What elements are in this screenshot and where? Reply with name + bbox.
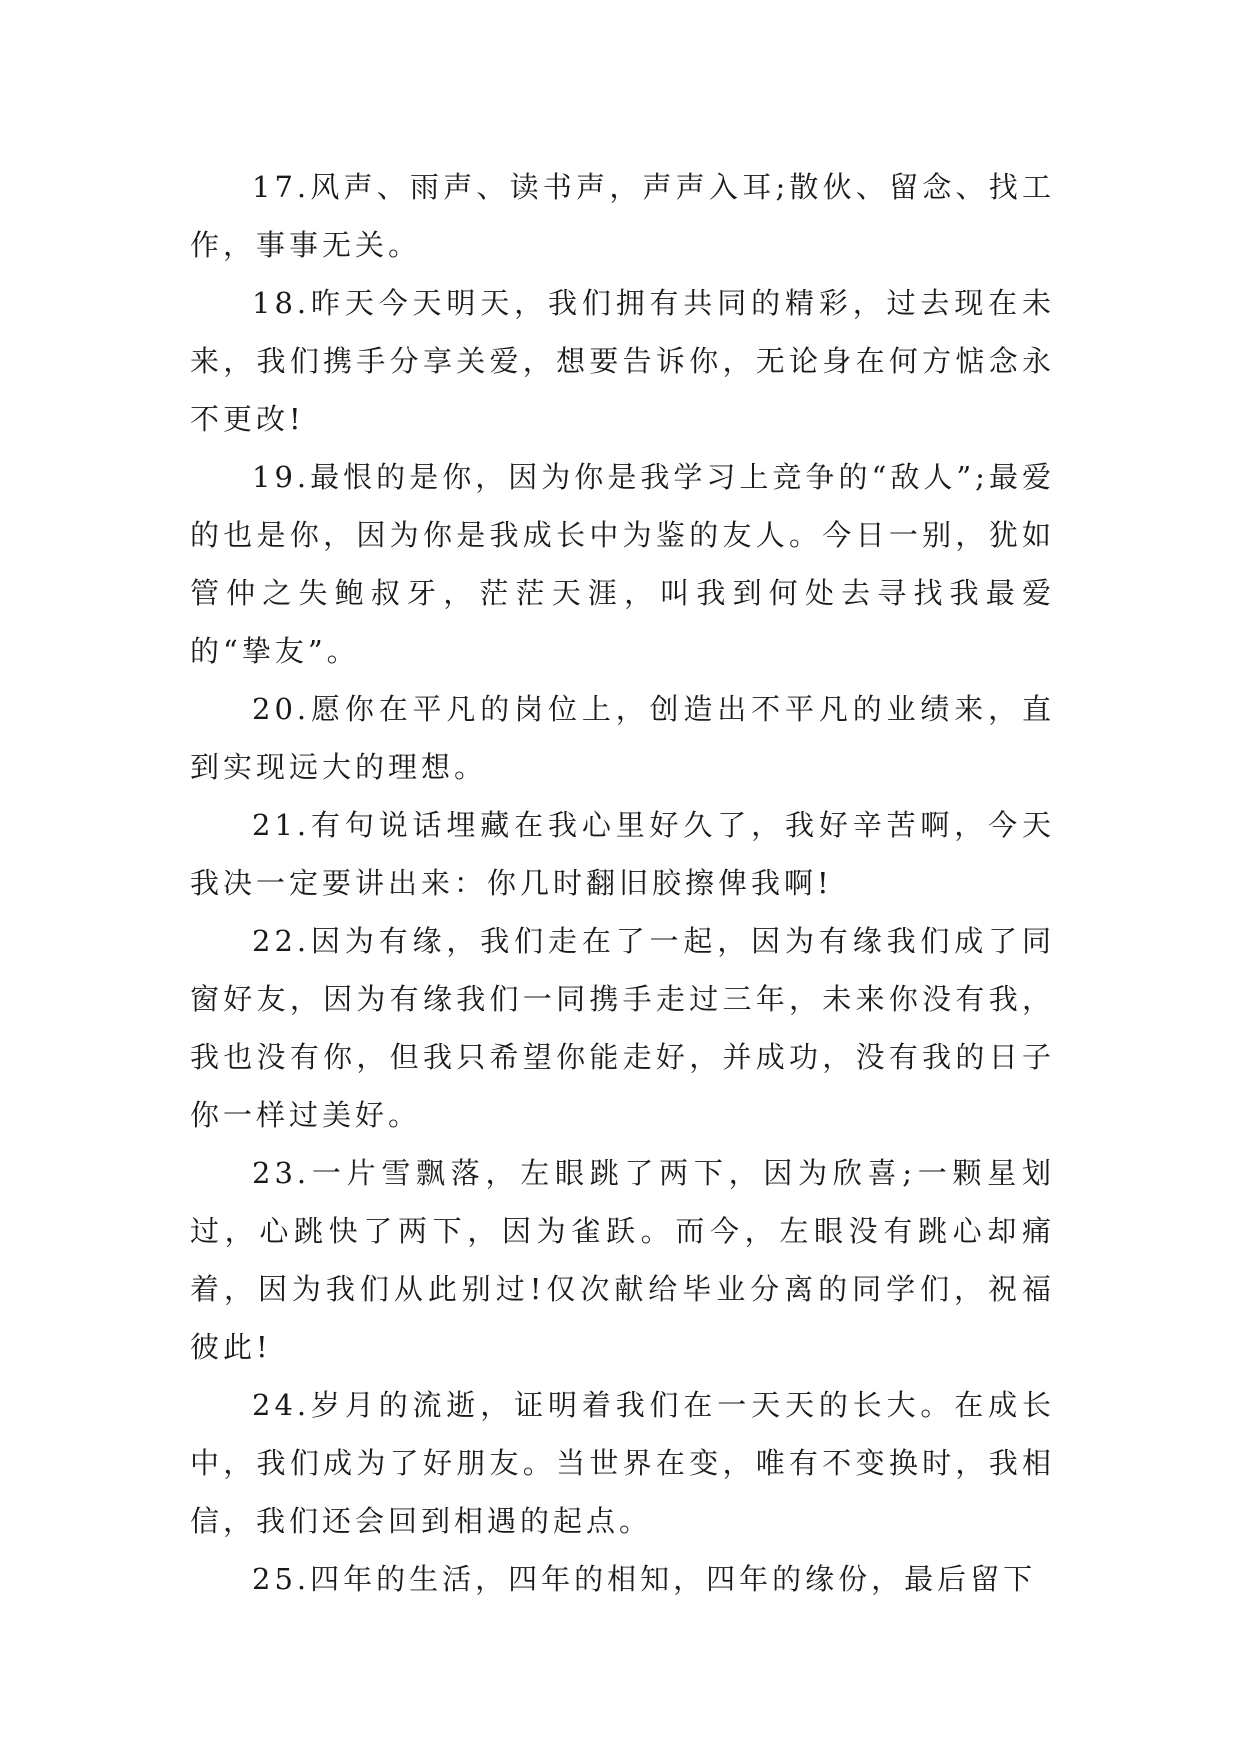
paragraph-17: 17.风声、雨声、读书声，声声入耳;散伙、留念、找工作，事事无关。 [190,170,1055,262]
paragraph-24: 24.岁月的流逝，证明着我们在一天天的长大。在成长中，我们成为了好朋友。当世界在变，唯有不变换时，我相信，我们还会回到相遇的起点。 [190,1388,1055,1538]
document-body [190,158,1055,1608]
paragraph-25: 25.四年的生活，四年的相知，四年的缘份，最后留下 [252,1562,1037,1596]
paragraph-22: 22.因为有缘，我们走在了一起，因为有缘我们成了同窗好友，因为有缘我们一同携手走过三年，未来你没有我，我也没有你，但我只希望你能走好，并成功，没有我的日子你一样过美好。 [190,924,1055,1132]
paragraph-21: 21.有句说话埋藏在我心里好久了，我好辛苦啊，今天我决一定要讲出来：你几时翻旧胶擦俾我啊! [190,808,1055,900]
paragraph-18: 18.昨天今天明天，我们拥有共同的精彩，过去现在未来，我们携手分享关爱，想要告诉你，无论身在何方惦念永不更改! [190,286,1055,436]
paragraph-20: 20.愿你在平凡的岗位上，创造出不平凡的业绩来，直到实现远大的理想。 [190,692,1055,784]
paragraph-19: 19.最恨的是你，因为你是我学习上竞争的“敌人”;最爱的也是你，因为你是我成长中为鉴的友人。今日一别，犹如管仲之失鲍叔牙，茫茫天涯，叫我到何处去寻找我最爱的“挚友”。 [190,460,1055,668]
paragraph-23: 23.一片雪飘落，左眼跳了两下，因为欣喜;一颗星划过，心跳快了两下，因为雀跃。而今，左眼没有跳心却痛着，因为我们从此别过!仅次献给毕业分离的同学们，祝福彼此! [190,1156,1055,1364]
